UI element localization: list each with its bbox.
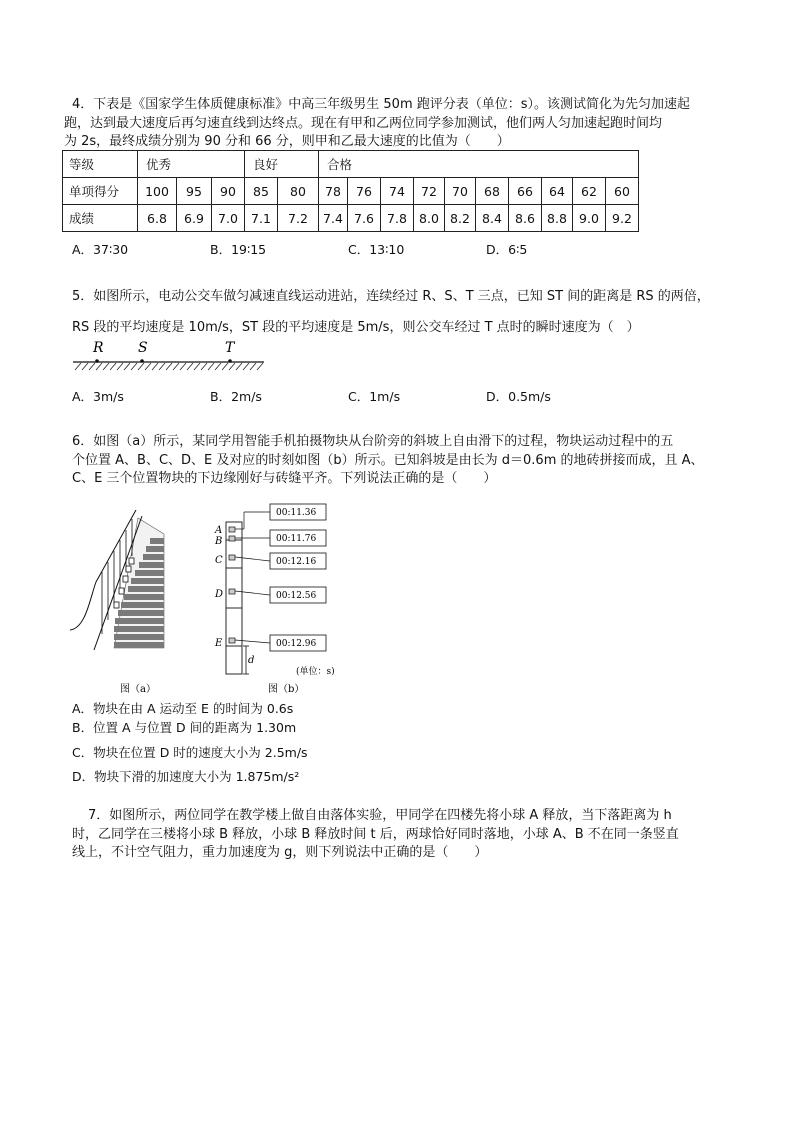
score-cell: 100: [138, 178, 177, 205]
time-c: 00:12.16: [276, 557, 317, 567]
score-cell: 85: [245, 178, 278, 205]
time-cell: 7.0: [212, 205, 245, 232]
point-s-label: S: [138, 340, 148, 356]
q6-figure: [68, 500, 358, 700]
q5-line-2: RS 段的平均速度是 10m/s，ST 段的平均速度是 5m/s，则公交车经过 T 点时的瞬时速度为（ ）: [72, 320, 640, 335]
q7-line-3: 线上，不计空气阻力，重力加速度为 g，则下列说法中正确的是（ ）: [72, 845, 488, 860]
q4-line-3: 为 2s，最终成绩分别为 90 分和 66 分，则甲和乙最大速度的比值为（ ）: [64, 134, 510, 149]
time-cell: 6.9: [177, 205, 212, 232]
d-label: d: [248, 655, 255, 666]
table-row-grade: [63, 151, 639, 178]
q6-line-3: C、E 三个位置物块的下边缘刚好与砖缝平齐。下列说法正确的是（ ）: [72, 471, 497, 486]
q7-line-2: 时，乙同学在三楼将小球 B 释放，小球 B 释放时间 t 后，两球恰好同时落地，小球 A、B 不在同一条竖直: [72, 826, 679, 842]
q6-option-c: C．物块在位置 D 时的速度大小为 2.5m/s: [72, 745, 308, 760]
time-cell: 8.8: [542, 205, 573, 232]
figure-a: [70, 510, 164, 695]
q5-line-1: 5．如图所示，电动公交车做匀减速直线运动进站，连续经过 R、S、T 三点，已知 ST 间的距离是 RS 的两倍，: [72, 289, 710, 304]
score-cell: 95: [177, 178, 212, 205]
score-cell: 80: [278, 178, 319, 205]
q4-line-1: 4．下表是《国家学生体质健康标准》中高三年级男生 50m 跑评分表（单位：s）。该测试简化为先匀加速起: [72, 97, 691, 112]
score-table: [62, 150, 639, 232]
position-labels: [214, 525, 223, 649]
q4-line-2: 跑，达到最大速度后再匀速直线到达终点。现在有甲和乙两位同学参加测试，他们两人匀加速起跑时间均: [64, 115, 663, 131]
time-boxes: [270, 504, 326, 651]
score-cell: 76: [348, 178, 381, 205]
time-cell: 7.4: [319, 205, 348, 232]
score-cell: 74: [381, 178, 414, 205]
label-b: B: [215, 536, 223, 547]
road-diagram: [70, 334, 270, 376]
time-cell: 8.2: [445, 205, 476, 232]
time-cell: 9.2: [606, 205, 639, 232]
time-d: 00:12.56: [276, 591, 317, 601]
time-cell: 7.6: [348, 205, 381, 232]
score-cell: 72: [414, 178, 445, 205]
figure-b: [214, 504, 335, 695]
q6-option-d: D．物块下滑的加速度大小为 1.875m/s²: [72, 769, 300, 784]
q5-option-d: D．0.5m/s: [486, 389, 551, 404]
time-cell: 8.4: [476, 205, 509, 232]
score-cell: 66: [509, 178, 542, 205]
time-cell: 7.2: [278, 205, 319, 232]
time-a: 00:11.36: [276, 508, 317, 518]
q4-option-d: D．6∶5: [486, 242, 528, 257]
time-cell: 6.8: [138, 205, 177, 232]
time-b: 00:11.76: [276, 534, 317, 544]
time-cell: 7.8: [381, 205, 414, 232]
label-a: A: [215, 525, 223, 536]
q6-line-1: 6．如图（a）所示，某同学用智能手机拍摄物块从台阶旁的斜坡上自由滑下的过程，物块运动过程中的五: [72, 434, 674, 449]
table-row-label: 单项得分: [63, 178, 138, 205]
time-cell: 9.0: [573, 205, 606, 232]
road-hatching: [75, 363, 263, 370]
q4-option-c: C．13∶10: [348, 242, 405, 257]
score-cell: 60: [606, 178, 639, 205]
q6-line-2: 个位置 A、B、C、D、E 及对应的时刻如图（b）所示。已知斜坡是由长为 d＝0.6m 的地砖拼接而成，且 A、: [72, 452, 704, 468]
q4-stem: [64, 96, 732, 152]
q5-option-b: B．2m/s: [210, 389, 262, 404]
table-row-times: [63, 205, 639, 232]
time-cell: 8.0: [414, 205, 445, 232]
grade-excellent: 优秀: [138, 151, 245, 178]
q7-stem: [72, 807, 742, 863]
table-row-scores: [63, 178, 639, 205]
table-row-label: 成绩: [63, 205, 138, 232]
score-cell: 62: [573, 178, 606, 205]
point-r-label: R: [93, 340, 104, 356]
score-cell: 70: [445, 178, 476, 205]
grade-good: 良好: [245, 151, 319, 178]
q5-option-c: C．1m/s: [348, 389, 401, 404]
slope-strip: [226, 522, 242, 674]
q4-option-b: B．19∶15: [210, 242, 267, 257]
label-c: C: [215, 555, 223, 566]
time-cell: 8.6: [509, 205, 542, 232]
q4-option-a: A．37∶30: [72, 242, 129, 257]
grade-pass: 合格: [319, 151, 639, 178]
q6-option-a: A．物块在由 A 运动至 E 的时间为 0.6s: [72, 701, 294, 716]
time-cell: 7.1: [245, 205, 278, 232]
caption-b: 图（b）: [268, 684, 305, 695]
label-e: E: [215, 638, 223, 649]
table-row-label: 等级: [63, 151, 138, 178]
score-cell: 78: [319, 178, 348, 205]
caption-a: 图（a）: [120, 684, 156, 695]
time-e: 00:12.96: [276, 639, 317, 649]
score-cell: 64: [542, 178, 573, 205]
q6-option-b: B．位置 A 与位置 D 间的距离为 1.30m: [72, 720, 297, 735]
q6-stem: [72, 433, 742, 489]
score-cell: 68: [476, 178, 509, 205]
label-d: D: [215, 589, 224, 600]
score-cell: 90: [212, 178, 245, 205]
point-t-label: T: [225, 340, 235, 356]
unit-label: (单位：s): [296, 667, 335, 677]
q7-line-1: 7．如图所示，两位同学在教学楼上做自由落体实验，甲同学在四楼先将小球 A 释放，当下落距离为 h: [88, 808, 672, 823]
q5-option-a: A．3m/s: [72, 389, 124, 404]
time-stamps: [276, 508, 317, 649]
